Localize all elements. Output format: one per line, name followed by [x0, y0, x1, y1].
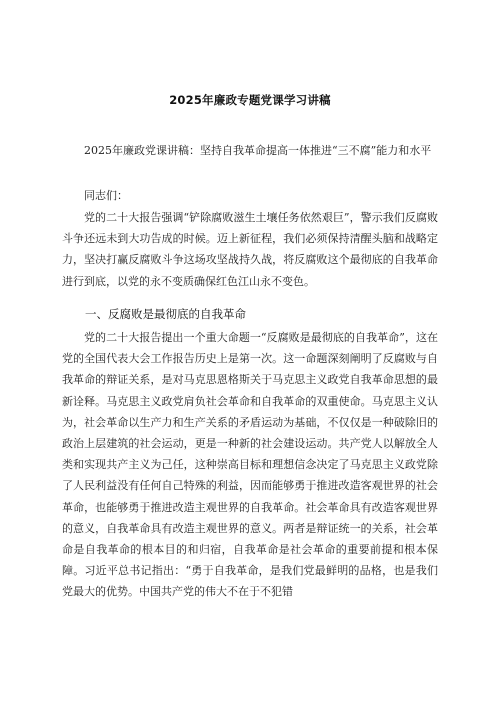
greeting-block: [62, 185, 438, 206]
section-heading-1-text: 一、反腐败是最彻底的自我革命: [85, 307, 246, 321]
paragraph-2: [62, 327, 438, 603]
paragraph-1: [62, 207, 438, 292]
paragraph-1-text: 党的二十大报告强调“铲除腐败滋生土壤任务依然艰巨”，警示我们反腐败斗争还远未到大功告成的时候。迈上新征程，我们必须保持清醒头脑和战略定力，坚决打赢反腐败斗争这场攻坚战持久战，将反腐败这个最彻底的自我革命进行到底，以党的永不变质确保红色江山永不变色。: [62, 211, 438, 288]
greeting-text: 同志们：: [84, 189, 128, 202]
section-heading-1: [62, 304, 438, 325]
paragraph-2-text: 党的二十大报告提出一个重大命题一“反腐败是最彻底的自我革命”，这在党的全国代表大会工作报告历史上是第一次。这一命题深刻阐明了反腐败与自我革命的辩证关系，是对马克思恩格斯关于马克思主义政党自我革命思想的最新诠释。马克思主义政党肩负社会革命和自我革命的双重使命。马克思主义认为，社会革命以生产力和生产关系的矛盾运动为基础，不仅仅是一种破除旧的政治上层建筑的社会运动，更是一种新的社会建设运动。共产党人以解放全人类和实现共产主义为己任，这种崇高目标和理想信念决定了马克思主义政党除了人民利益没有任何自己特殊的利益，因而能够勇于推进改造客观世界的社会革命，也能够勇于推进改造主观世界的自我革命。社会革命具有改造客观世界的意义，自我革命具有改造主观世界的意义。两者是辩证统一的关系，社会革命是自我革命的根本目的和归宿，自我革命是社会革命的重要前提和根本保障。习近平总书记指出：“勇于自我革命，是我们党最鲜明的品格，也是我们党最大的优势。中国共产党的伟大不在于不犯错: [62, 331, 438, 599]
document-title: 2025年廉政专题党课学习讲稿: [169, 93, 331, 107]
subtitle-text: 2025年廉政党课讲稿：坚持自我革命提高一体推进“三不腐”能力和水平: [84, 144, 432, 157]
document-subtitle: [62, 140, 438, 161]
